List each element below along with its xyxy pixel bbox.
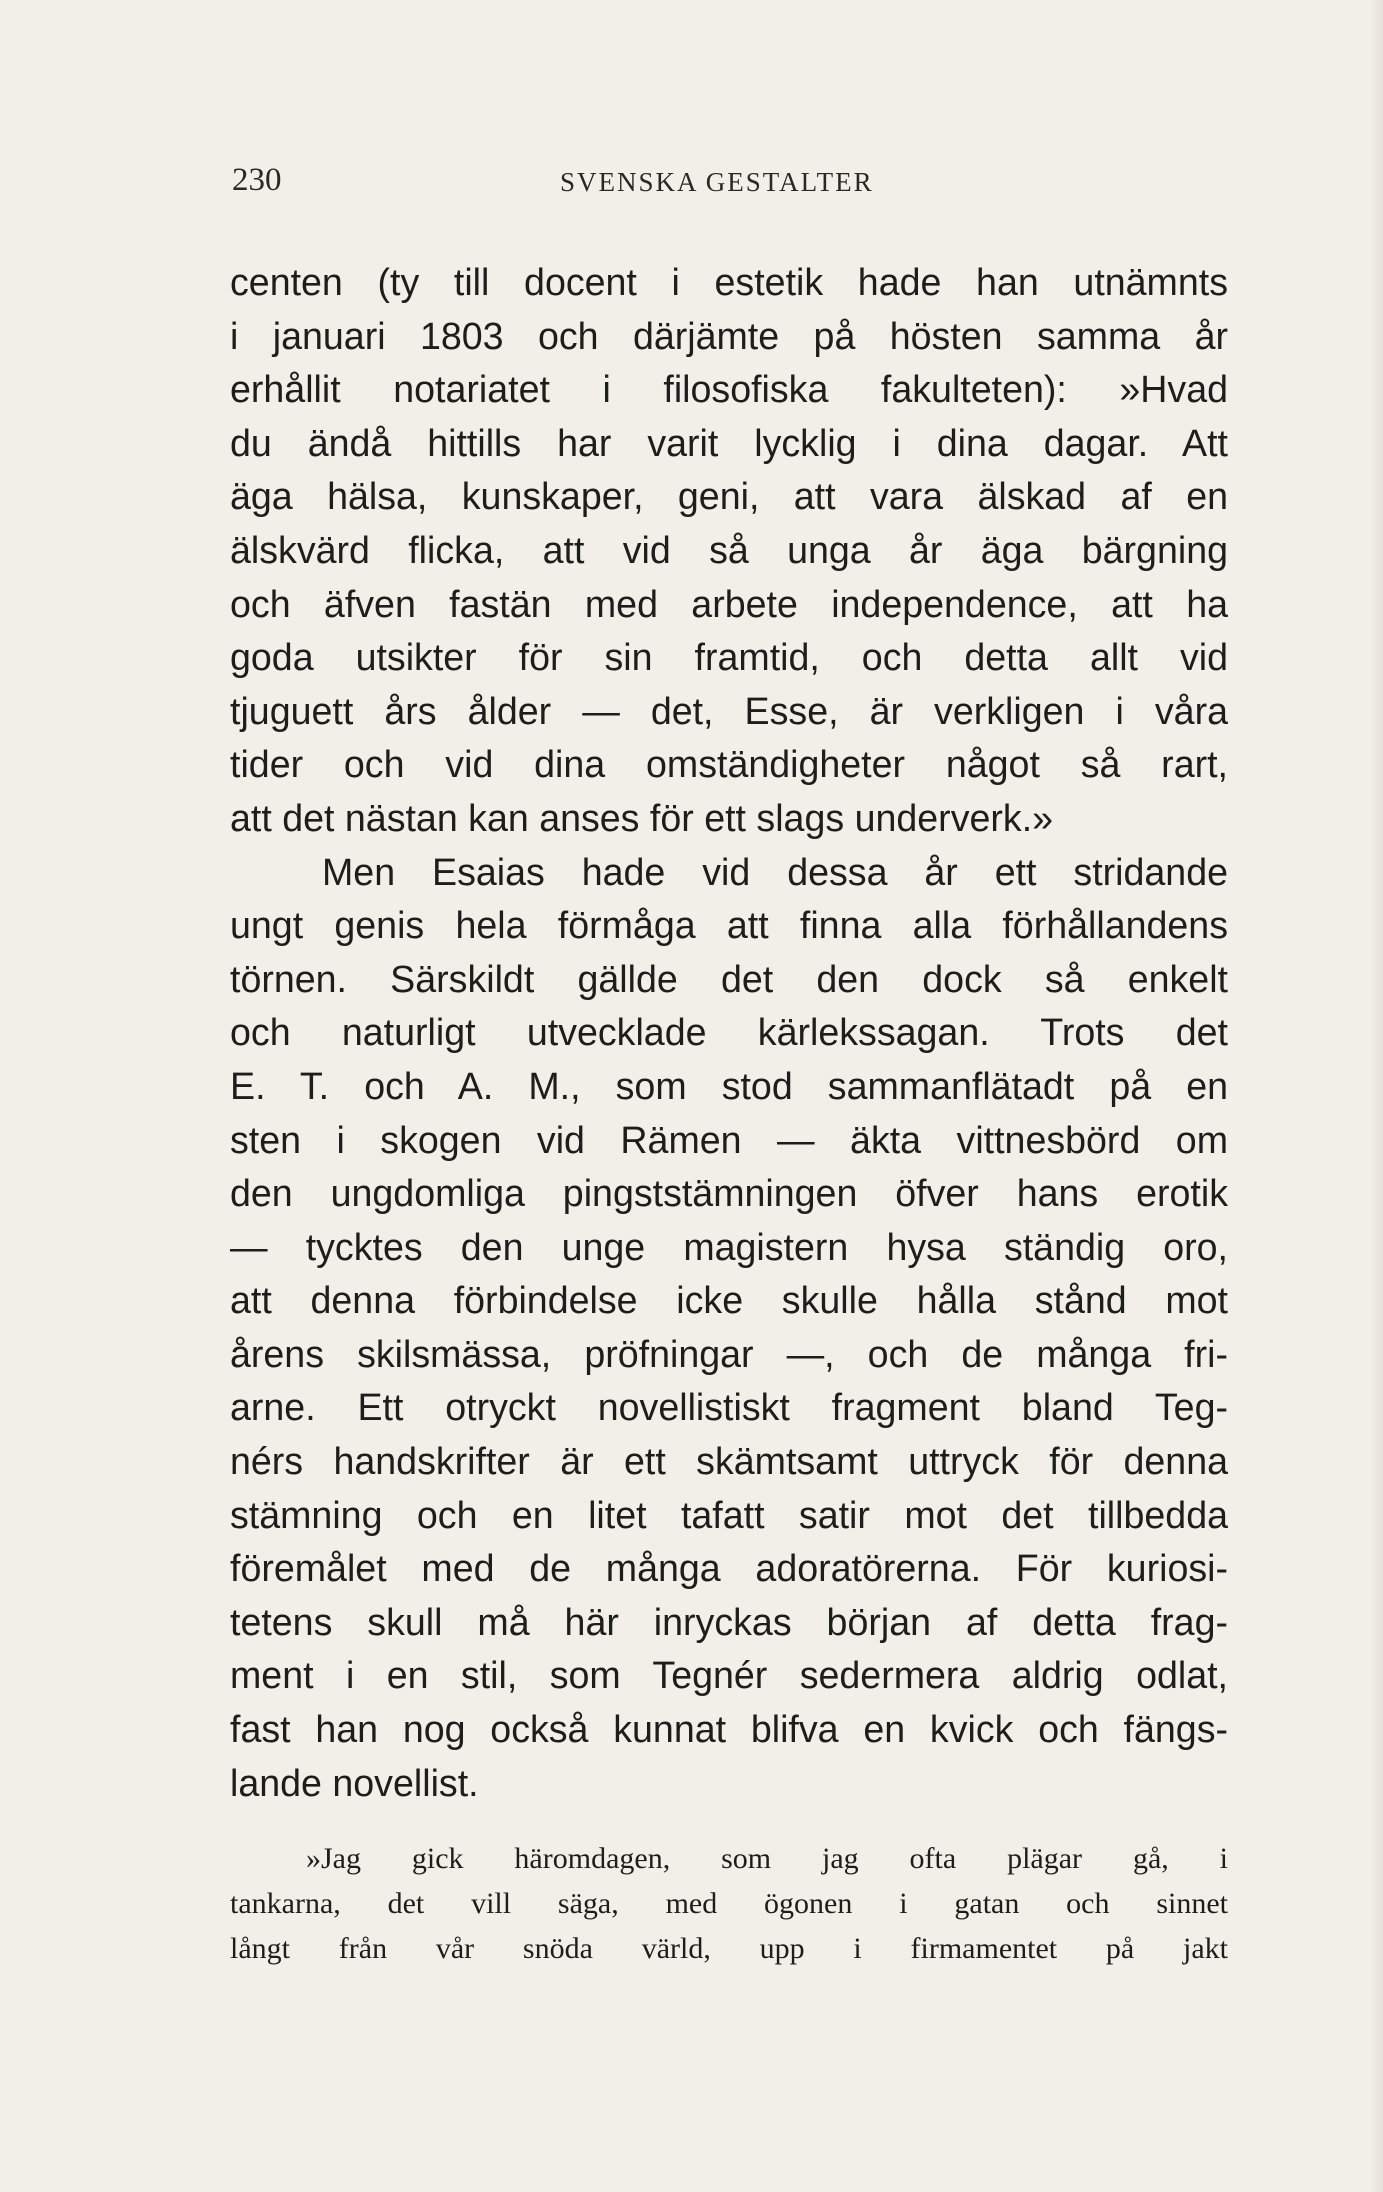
text-line: arne. Ett otryckt novellistiskt fragment bland Teg-: [230, 1386, 1228, 1429]
quote-line: långt från vår snöda värld, upp i firmamentet på jakt: [230, 1932, 1228, 1965]
running-head: [232, 158, 1232, 202]
text-line: stämning och en litet tafatt satir mot det tillbedda: [230, 1493, 1228, 1536]
text-line: — tycktes den unge magistern hysa ständig oro,: [230, 1225, 1228, 1268]
text-line: tider och vid dina omständigheter något så rart,: [230, 743, 1228, 786]
text-line: lande novellist.: [230, 1761, 479, 1804]
quote-line: »Jag gick häromdagen, som jag ofta plägar gå, i: [306, 1842, 1228, 1875]
text-line: du ändå hittills har varit lycklig i dina dagar. Att: [230, 421, 1228, 464]
text-line: erhållit notariatet i filosofiska fakulteten): »Hvad: [230, 368, 1228, 411]
page-number: 230: [232, 162, 282, 198]
text-line: och äfven fastän med arbete independence, att ha: [230, 582, 1228, 625]
text-line: årens skilsmässa, pröfningar —, och de många fri-: [230, 1332, 1228, 1375]
text-line: E. T. och A. M., som stod sammanflätadt på en: [230, 1064, 1228, 1107]
page-edge: [1369, 0, 1383, 2192]
text-line: älskvärd flicka, att vid så unga år äga bärgning: [230, 528, 1228, 571]
text-line: och naturligt utvecklade kärlekssagan. Trots det: [230, 1011, 1228, 1054]
running-title: SVENSKA GESTALTER: [560, 167, 874, 197]
text-line: fast han nog också kunnat blifva en kvick och fängs-: [230, 1708, 1228, 1751]
text-line: föremålet med de många adoratörerna. För kuriosi-: [230, 1547, 1228, 1590]
text-line: tjuguett års ålder — det, Esse, är verkligen i våra: [230, 689, 1228, 732]
quoted-fragment: [230, 1836, 1228, 1971]
text-line: den ungdomliga pingststämningen öfver hans erotik: [230, 1172, 1228, 1215]
text-line: centen (ty till docent i estetik hade han utnämnts: [230, 261, 1228, 303]
text-line: Men Esaias hade vid dessa år ett stridande: [322, 850, 1228, 893]
text-line: tetens skull må här inryckas början af detta frag-: [230, 1600, 1228, 1643]
text-line: goda utsikter för sin framtid, och detta allt vid: [230, 636, 1228, 679]
text-line: att denna förbindelse icke skulle hålla stånd mot: [230, 1279, 1228, 1322]
text-line: ungt genis hela förmåga att finna alla förhållandens: [230, 904, 1228, 947]
text-line: äga hälsa, kunskaper, geni, att vara älskad af en: [230, 475, 1228, 518]
text-line: att det nästan kan anses för ett slags underverk.»: [230, 796, 1054, 839]
body-text: [230, 256, 1228, 1810]
text-line: törnen. Särskildt gällde det den dock så enkelt: [230, 957, 1228, 1000]
quote-line: tankarna, det vill säga, med ögonen i gatan och sinnet: [230, 1887, 1228, 1920]
text-line: sten i skogen vid Rämen — äkta vittnesbörd om: [230, 1118, 1228, 1161]
text-line: nérs handskrifter är ett skämtsamt uttryck för denna: [230, 1440, 1228, 1483]
text-line: i januari 1803 och därjämte på hösten samma år: [230, 314, 1228, 357]
text-line: ment i en stil, som Tegnér sedermera aldrig odlat,: [230, 1654, 1228, 1697]
